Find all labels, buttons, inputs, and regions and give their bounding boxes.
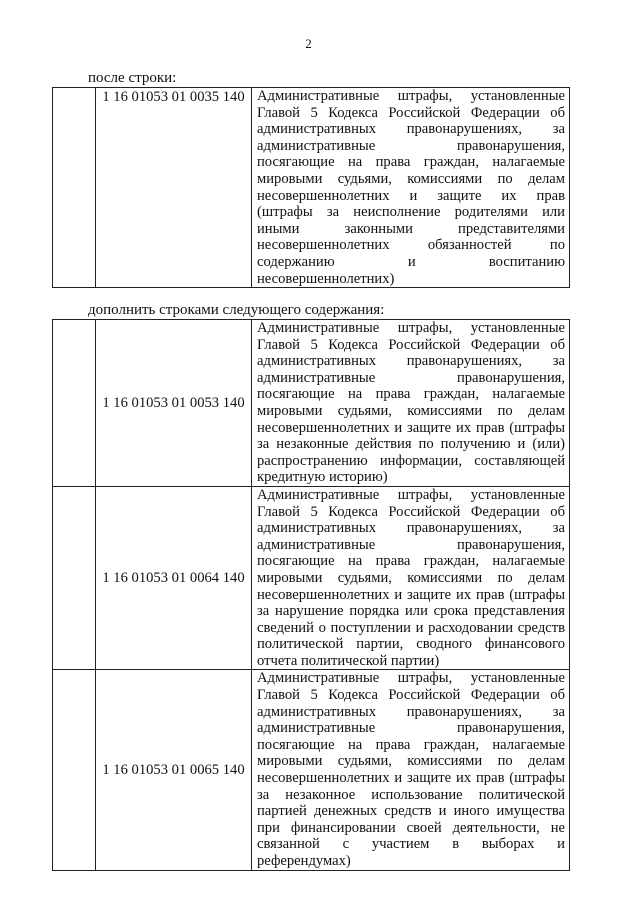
description-line: административных правонарушениях, за: [257, 703, 565, 720]
description-text: [257, 670, 565, 869]
budget-code: 1 16 01053 01 0064 140: [102, 569, 245, 586]
description-line: Главой 5 Кодекса Российской Федерации об: [257, 687, 565, 704]
description-line: несовершеннолетних и защите их прав: [257, 187, 565, 204]
new-rows-table: [52, 319, 570, 871]
page-number: 2: [305, 36, 312, 51]
description-cell: [252, 670, 570, 870]
description-cell: [252, 88, 570, 288]
intro-add-rows: дополнить строками следующего содержания:: [88, 302, 385, 318]
description-line: Административные штрафы, установленные: [257, 320, 565, 336]
table-row: [53, 486, 570, 670]
description-cell: [252, 320, 570, 487]
description-line: административные правонарушения,: [257, 720, 565, 737]
description-line: за незаконные действия по получению и (или): [257, 436, 565, 453]
description-line: административные правонарушения,: [257, 137, 565, 154]
budget-code: 1 16 01053 01 0035 140: [102, 89, 245, 105]
budget-code-cell: [96, 670, 252, 870]
description-line: референдумах): [257, 853, 351, 869]
description-line: сведений о поступлении и расходовании средств: [257, 619, 565, 636]
budget-code-cell: [96, 486, 252, 670]
description-line: иными законными представителями: [257, 220, 565, 237]
table-row: [53, 670, 570, 870]
original-row-table: [52, 87, 570, 288]
description-line: кредитную историю): [257, 469, 388, 486]
description-line: за незаконное использование политической: [257, 786, 565, 803]
description-line: несовершеннолетних и защите их прав (штрафы: [257, 419, 565, 436]
description-line: (штрафы за неисполнение родителями или: [257, 204, 565, 221]
budget-code: 1 16 01053 01 0053 140: [102, 394, 245, 411]
description-line: административных правонарушениях, за: [257, 353, 565, 370]
empty-cell: [53, 88, 96, 288]
budget-code: 1 16 01053 01 0065 140: [102, 761, 245, 778]
description-line: Административные штрафы, установленные: [257, 670, 565, 687]
description-line: административные правонарушения,: [257, 369, 565, 386]
description-line: за нарушение порядка или срока представления: [257, 603, 565, 620]
description-text: [257, 88, 565, 287]
table-row: [53, 320, 570, 487]
description-line: мировыми судьями, комиссиями по делам: [257, 569, 565, 586]
empty-cell: [53, 670, 96, 870]
description-line: посягающие на права граждан, налагаемые: [257, 736, 565, 753]
description-line: Главой 5 Кодекса Российской Федерации об: [257, 104, 565, 121]
description-line: административные правонарушения,: [257, 536, 565, 553]
description-line: административных правонарушениях, за: [257, 121, 565, 138]
budget-code-cell: [96, 88, 252, 288]
empty-cell: [53, 320, 96, 487]
intro-after-row: после строки:: [88, 70, 177, 86]
description-line: Административные штрафы, установленные: [257, 486, 565, 503]
description-line: партией денежных средств и иного имущества: [257, 803, 565, 820]
description-line: Административные штрафы, установленные: [257, 88, 565, 104]
description-line: при финансировании своей деятельности, не: [257, 819, 565, 836]
description-line: посягающие на права граждан, налагаемые: [257, 553, 565, 570]
budget-code-cell: [96, 320, 252, 487]
description-line: административных правонарушениях, за: [257, 520, 565, 537]
description-line: несовершеннолетних и защите их прав (штрафы: [257, 770, 565, 787]
description-line: содержанию и воспитанию: [257, 253, 565, 270]
description-line: мировыми судьями, комиссиями по делам: [257, 402, 565, 419]
description-text: [257, 487, 565, 670]
description-text: [257, 320, 565, 486]
description-line: мировыми судьями, комиссиями по делам: [257, 753, 565, 770]
description-line: Главой 5 Кодекса Российской Федерации об: [257, 336, 565, 353]
description-line: несовершеннолетних): [257, 270, 395, 287]
description-line: распространению информации, составляющей: [257, 452, 565, 469]
description-line: политической партии, сводного финансового: [257, 636, 565, 653]
empty-cell: [53, 486, 96, 670]
description-line: посягающие на права граждан, налагаемые: [257, 154, 565, 171]
description-cell: [252, 486, 570, 670]
table-row: [53, 88, 570, 288]
description-line: связанной с участием в выборах и: [257, 836, 565, 853]
description-line: посягающие на права граждан, налагаемые: [257, 386, 565, 403]
description-line: несовершеннолетних и защите их прав (штрафы: [257, 586, 565, 603]
description-line: мировыми судьями, комиссиями по делам: [257, 170, 565, 187]
description-line: несовершеннолетних обязанностей по: [257, 237, 565, 254]
description-line: отчета политической партии): [257, 652, 440, 669]
description-line: Главой 5 Кодекса Российской Федерации об: [257, 503, 565, 520]
